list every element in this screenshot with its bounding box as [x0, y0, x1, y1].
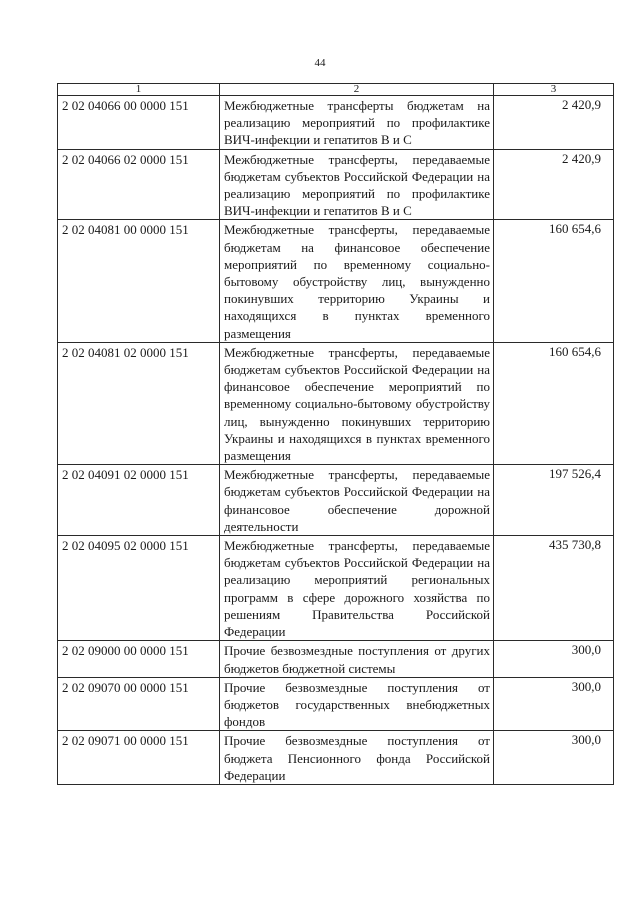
budget-code-cell: 2 02 09070 00 0000 151	[58, 677, 220, 731]
table-header-row	[58, 84, 614, 96]
budget-code-cell: 2 02 04066 00 0000 151	[58, 96, 220, 150]
amount-cell: 300,0	[494, 641, 614, 677]
description-cell: Межбюджетные трансферты бюджетам на реализацию мероприятий по профилактике ВИЧ-инфекции и гепатитов В и С	[220, 96, 494, 150]
table-row	[58, 465, 614, 536]
description-cell: Межбюджетные трансферты, передаваемые бюджетам на финансовое обеспечение мероприятий по временному социально-бытовому обустройству лиц, вынужденно покинувших территорию Украины и находящихся в пунктах временного размещения	[220, 220, 494, 342]
description-cell: Прочие безвозмездные поступления от бюджетов государственных внебюджетных фондов	[220, 677, 494, 731]
description-cell: Межбюджетные трансферты, передаваемые бюджетам субъектов Российской Федерации на реализацию мероприятий по профилактике ВИЧ-инфекции и гепатитов В и С	[220, 149, 494, 220]
column-header-3: 3	[494, 84, 614, 96]
budget-code-cell: 2 02 09071 00 0000 151	[58, 731, 220, 785]
description-cell: Прочие безвозмездные поступления от бюджета Пенсионного фонда Российской Федерации	[220, 731, 494, 785]
budget-code-cell: 2 02 04091 02 0000 151	[58, 465, 220, 536]
description-cell: Межбюджетные трансферты, передаваемые бюджетам субъектов Российской Федерации на реализацию мероприятий региональных программ в сфере дорожного хозяйства по решениям Правительства Российской Федерации	[220, 536, 494, 641]
description-cell: Межбюджетные трансферты, передаваемые бюджетам субъектов Российской Федерации на финансовое обеспечение мероприятий по временному социально-бытовому обустройству лиц, вынужденно покинувших территорию Украины и находящихся в пунктах временного размещения	[220, 342, 494, 464]
table-row	[58, 641, 614, 677]
description-cell: Межбюджетные трансферты, передаваемые бюджетам субъектов Российской Федерации на финансовое обеспечение дорожной деятельности	[220, 465, 494, 536]
amount-cell: 2 420,9	[494, 149, 614, 220]
table-row	[58, 220, 614, 342]
amount-cell: 160 654,6	[494, 220, 614, 342]
amount-cell: 435 730,8	[494, 536, 614, 641]
table-row	[58, 149, 614, 220]
budget-code-cell: 2 02 04081 02 0000 151	[58, 342, 220, 464]
column-header-1: 1	[58, 84, 220, 96]
table-row	[58, 96, 614, 150]
page-number: 44	[314, 57, 326, 69]
budget-code-cell: 2 02 04066 02 0000 151	[58, 149, 220, 220]
budget-code-cell: 2 02 04095 02 0000 151	[58, 536, 220, 641]
description-cell: Прочие безвозмездные поступления от других бюджетов бюджетной системы	[220, 641, 494, 677]
table-row	[58, 536, 614, 641]
budget-code-cell: 2 02 04081 00 0000 151	[58, 220, 220, 342]
column-header-2: 2	[220, 84, 494, 96]
amount-cell: 2 420,9	[494, 96, 614, 150]
amount-cell: 300,0	[494, 731, 614, 785]
amount-cell: 300,0	[494, 677, 614, 731]
budget-code-cell: 2 02 09000 00 0000 151	[58, 641, 220, 677]
table-row	[58, 731, 614, 785]
amount-cell: 160 654,6	[494, 342, 614, 464]
table-row	[58, 677, 614, 731]
table-row	[58, 342, 614, 464]
amount-cell: 197 526,4	[494, 465, 614, 536]
budget-revenue-table	[57, 83, 614, 785]
